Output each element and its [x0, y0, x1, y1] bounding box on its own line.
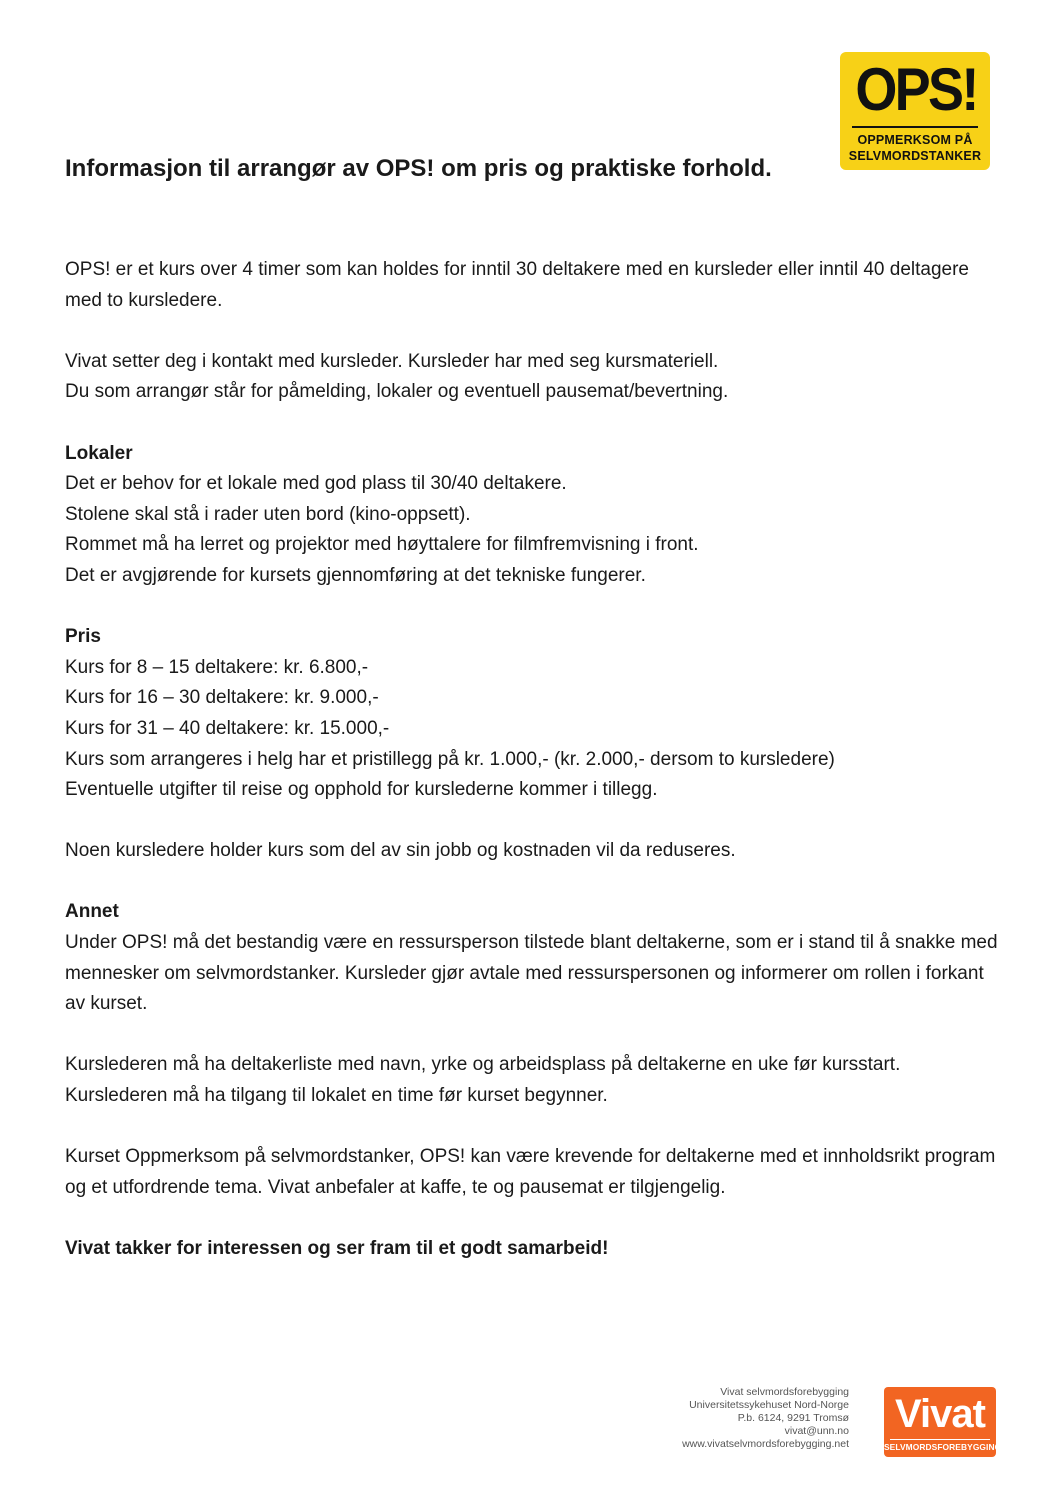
- price-line: Kurs for 16 – 30 deltakere: kr. 9.000,-: [65, 687, 379, 709]
- footer-web: www.vivatselvmordsforebygging.net: [682, 1438, 849, 1450]
- footer-postbox: P.b. 6124, 9291 Tromsø: [737, 1412, 849, 1424]
- ops-logo-word: OPS!: [855, 56, 977, 123]
- section-heading-pris: Pris: [65, 626, 101, 648]
- vivat-logo-word: Vivat: [895, 1392, 985, 1436]
- intro-contact-paragraph: [65, 347, 1005, 408]
- vivat-logo-subtitle: SELVMORDSFOREBYGGING: [884, 1442, 1002, 1452]
- intro-organizer-line: Du som arrangør står for påmelding, lokaler og eventuell pausemat/bevertning.: [65, 381, 729, 403]
- annet-paragraph: Under OPS! må det bestandig være en ressursperson tilstede blant deltakerne, som er i stand til å snakke med mennesker om selvmordstanker. Kursleder gjør avtale med ressurspersonen og informerer om rollen i forkant av kurset.: [65, 932, 998, 1015]
- ops-logo: [840, 52, 990, 170]
- price-line: Kurs for 31 – 40 deltakere: kr. 15.000,-: [65, 717, 390, 739]
- lokaler-line: Det er avgjørende for kursets gjennomføring at det tekniske fungerer.: [65, 564, 646, 586]
- footer-org: Vivat selvmordsforebygging: [720, 1386, 849, 1398]
- ops-logo-subtitle-line2: SELVMORDSTANKER: [848, 149, 982, 163]
- ops-logo-subtitle-line1: OPPMERKSOM PÅ: [857, 133, 973, 147]
- vivat-logo-divider: [890, 1439, 990, 1440]
- section-heading-annet: Annet: [65, 901, 119, 923]
- section-lokaler: [65, 439, 1005, 592]
- footer-hospital: Universitetssykehuset Nord-Norge: [689, 1399, 849, 1411]
- ops-logo-divider: [852, 126, 978, 128]
- intro-contact-line: Vivat setter deg i kontakt med kursleder. Kursleder har med seg kursmateriell.: [65, 350, 719, 372]
- lokaler-line: Rommet må ha lerret og projektor med høyttalere for filmfremvisning i front.: [65, 534, 699, 556]
- price-line: Kurs som arrangeres i helg har et pristillegg på kr. 1.000,- (kr. 2.000,- dersom to kursledere): [65, 748, 835, 770]
- document-body: [65, 255, 1005, 1295]
- price-line: Eventuelle utgifter til reise og opphold for kurslederne kommer i tillegg.: [65, 779, 658, 801]
- vivat-logo: [884, 1387, 1002, 1457]
- document-title: Informasjon til arrangør av OPS! om pris og praktiske forhold.: [65, 155, 772, 182]
- section-pris: [65, 622, 1005, 806]
- section-annet: [65, 897, 1005, 1019]
- annet-paragraph: Kurslederen må ha deltakerliste med navn, yrke og arbeidsplass på deltakerne en uke før kursstart. Kurslederen må ha tilgang til lokalet en time før kurset begynner.: [65, 1054, 901, 1107]
- footer-address: [682, 1386, 849, 1451]
- lokaler-line: Det er behov for et lokale med god plass til 30/40 deltakere.: [65, 473, 567, 495]
- intro-paragraph: OPS! er et kurs over 4 timer som kan holdes for inntil 30 deltakere med en kursleder eller inntil 40 deltagere med to kursledere.: [65, 259, 970, 311]
- section-heading-lokaler: Lokaler: [65, 442, 133, 464]
- footer-email: vivat@unn.no: [784, 1425, 849, 1437]
- annet-paragraph: Kurset Oppmerksom på selvmordstanker, OPS! kan være krevende for deltakerne med et innholdsrikt program og et utfordrende tema. Vivat anbefaler at kaffe, te og pausemat er tilgjengelig.: [65, 1146, 996, 1198]
- price-line: Kurs for 8 – 15 deltakere: kr. 6.800,-: [65, 656, 369, 678]
- lokaler-line: Stolene skal stå i rader uten bord (kino-oppsett).: [65, 503, 471, 525]
- closing-statement: Vivat takker for interessen og ser fram til et godt samarbeid!: [65, 1238, 609, 1259]
- price-note-paragraph: Noen kursledere holder kurs som del av sin jobb og kostnaden vil da reduseres.: [65, 840, 736, 862]
